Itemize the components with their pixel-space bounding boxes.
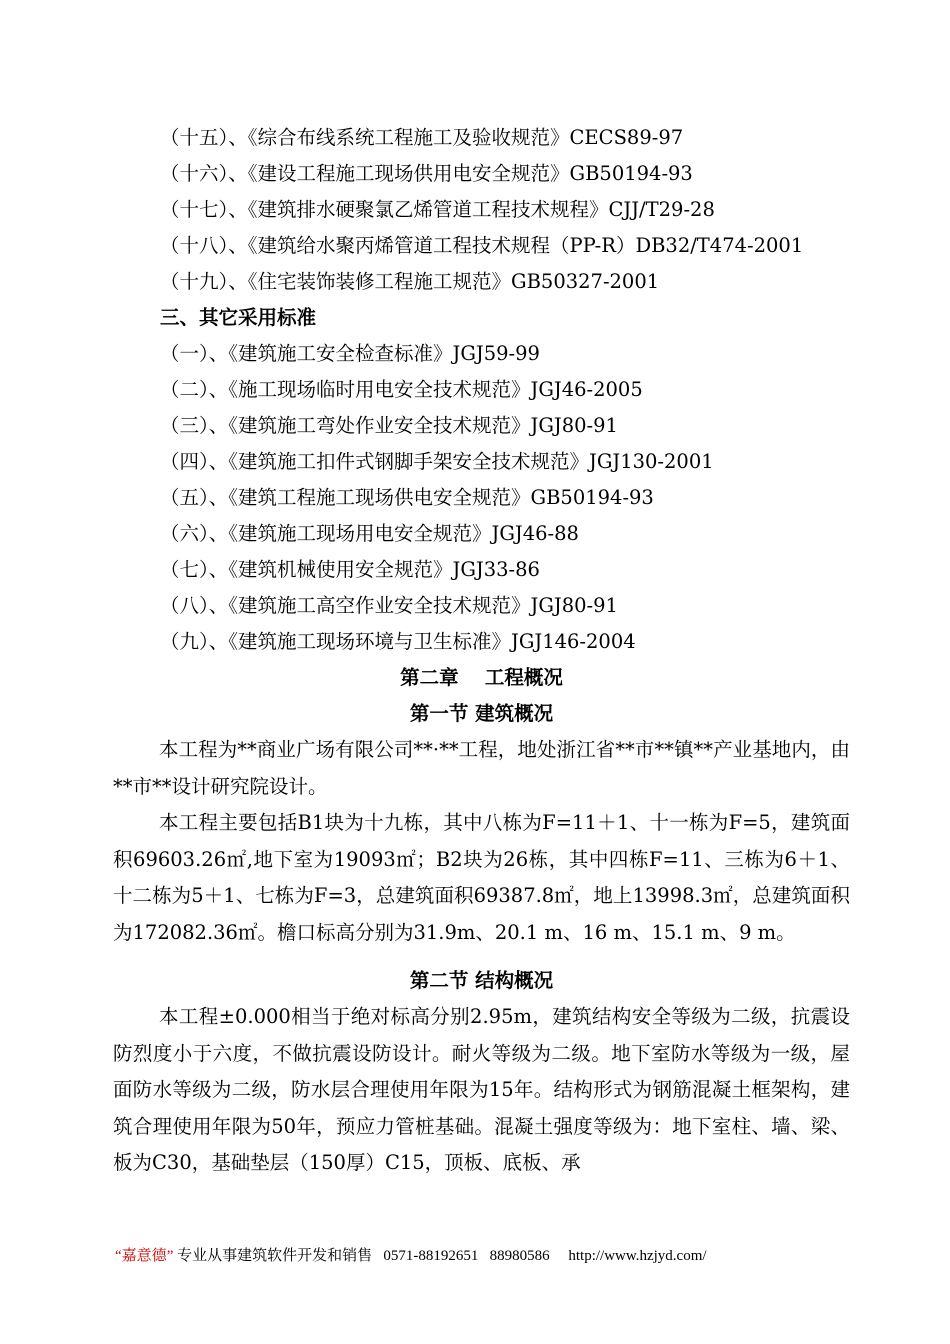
standards-list	[160, 120, 880, 660]
section-heading: 三、其它采用标准	[160, 306, 317, 329]
standard-item: （十五）、《综合布线系统工程施工及验收规范》CECS89-97	[160, 126, 684, 149]
standard-item: （八）、《建筑施工高空作业安全技术规范》JGJ80-91	[160, 594, 618, 617]
standard-item: （二）、《施工现场临时用电安全技术规范》JGJ46-2005	[160, 378, 643, 401]
standard-item: （七）、《建筑机械使用安全规范》JGJ33-86	[160, 558, 540, 581]
section-title: 第二节 结构概况	[409, 969, 554, 992]
footer-text: 专业从事建筑软件开发和销售 0571-88192651 88980586 http://www.hzjyd.com/	[173, 1248, 707, 1264]
paragraph: 本工程为**商业广场有限公司**·**工程，地处浙江省**市**镇**产业基地内，由**市**设计研究院设计。	[113, 738, 850, 798]
page-footer	[115, 1244, 875, 1265]
standard-item: （一）、《建筑施工安全检查标准》JGJ59-99	[160, 342, 540, 365]
standard-item: （十七）、《建筑排水硬聚氯乙烯管道工程技术规程》CJJ/T29-28	[160, 198, 715, 221]
paragraph: 本工程主要包括B1块为十九栋，其中八栋为F=11＋1、十一栋为F=5，建筑面积69603.26㎡,地下室为19093㎡；B2块为26栋，其中四栋F=11、三栋为6＋1、十二栋为5＋1、七栋为F=3，总建筑面积69387.8㎡，地上13998.3㎡，总建筑面积为172082.36㎡。檐口标高分别为31.9m、20.1 m、16 m、15.1 m、9 m。	[113, 811, 850, 944]
chapter-title: 第二章 工程概况	[400, 666, 563, 689]
standard-item: （十九）、《住宅装饰装修工程施工规范》GB50327-2001	[160, 270, 660, 293]
standard-item: （六）、《建筑施工现场用电安全规范》JGJ46-88	[160, 522, 579, 545]
paragraph: 本工程±0.000相当于绝对标高分别2.95m，建筑结构安全等级为二级，抗震设防烈度小于六度，不做抗震设防设计。耐火等级为二级。地下室防水等级为一级，屋面防水等级为二级，防水层合理使用年限为15年。结构形式为钢筋混凝土框架构，建筑合理使用年限为50年，预应力管桩基础。混凝土强度等级为：地下室柱、墙、梁、板为C30，基础垫层（150厚）C15，顶板、底板、承	[113, 1005, 850, 1174]
standard-item: （九）、《建筑施工现场环境与卫生标准》JGJ146-2004	[160, 630, 636, 653]
footer-quote: “	[115, 1248, 122, 1264]
chapter-content	[113, 660, 850, 1182]
standard-item: （十六）、《建设工程施工现场供用电安全规范》GB50194-93	[160, 162, 693, 185]
standard-item: （十八）、《建筑给水聚丙烯管道工程技术规程（PP-R）DB32/T474-2001	[160, 234, 804, 257]
section-title: 第一节 建筑概况	[409, 702, 554, 725]
footer-brand: 嘉意德	[121, 1248, 167, 1264]
standard-item: （四）、《建筑施工扣件式钢脚手架安全技术规范》JGJ130-2001	[160, 450, 714, 473]
standard-item: （五）、《建筑工程施工现场供电安全规范》GB50194-93	[160, 486, 654, 509]
standard-item: （三）、《建筑施工弯处作业安全技术规范》JGJ80-91	[160, 414, 618, 437]
footer-quote: ”	[166, 1248, 174, 1264]
